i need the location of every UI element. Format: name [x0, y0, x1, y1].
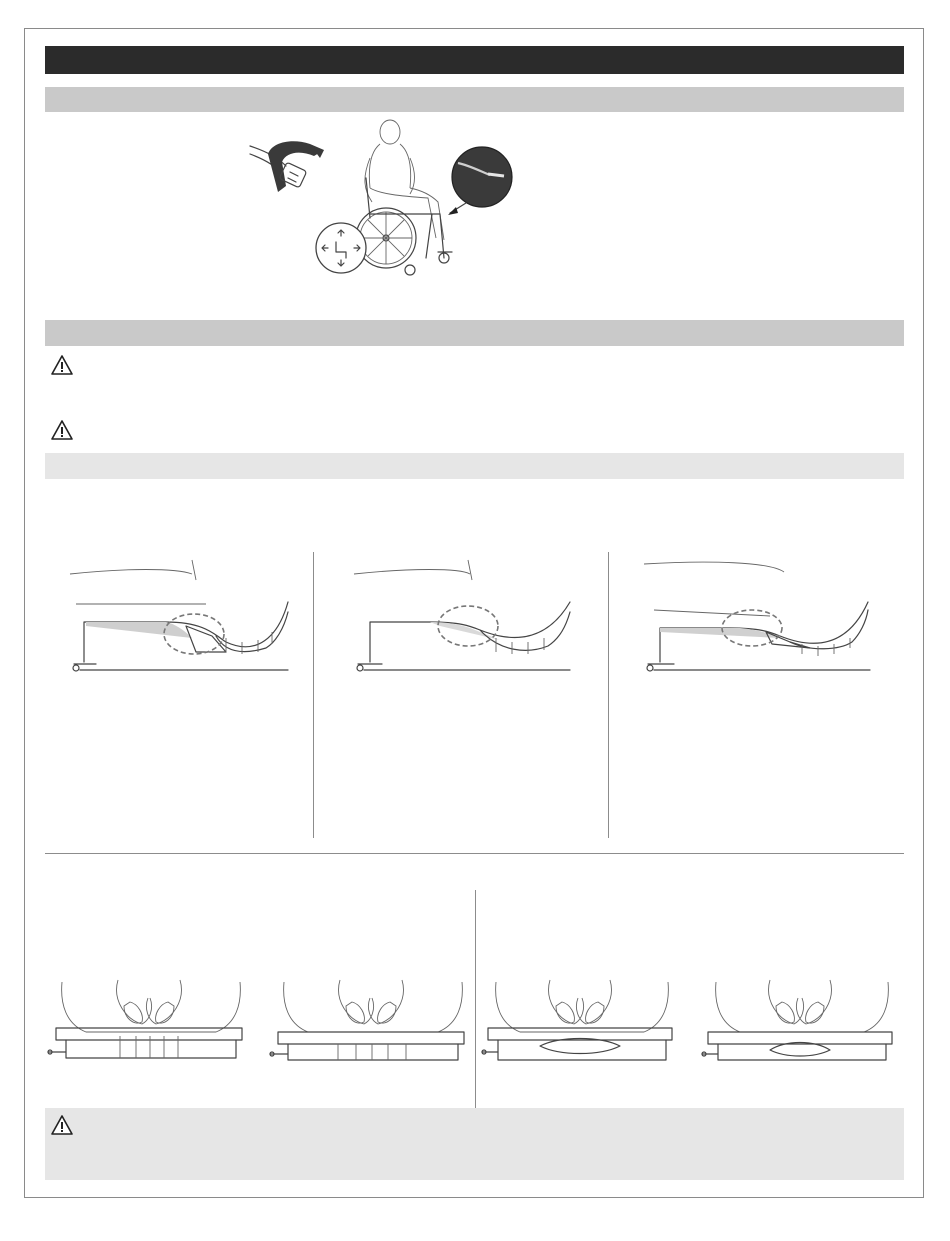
warning-triangle-icon — [50, 419, 74, 441]
warning-triangle-icon — [50, 354, 74, 376]
section-divider — [45, 853, 904, 854]
page-header-bar — [45, 46, 904, 74]
cushion-profile-diagram-2 — [350, 552, 580, 682]
section-bar-2 — [45, 320, 904, 346]
cushion-profile-diagram-1 — [66, 552, 296, 682]
warning-triangle-icon — [50, 1114, 74, 1136]
four-way-arrows-icon — [314, 222, 370, 274]
front-view-diagram-3 — [480, 974, 680, 1066]
warning-box — [45, 1108, 904, 1180]
column-divider — [608, 552, 609, 838]
section-bar-1 — [45, 87, 904, 112]
front-view-diagram-2 — [268, 974, 474, 1066]
front-view-diagram-4 — [700, 974, 900, 1066]
column-divider — [475, 890, 476, 1108]
valve-detail-inset — [446, 143, 518, 215]
column-divider — [313, 552, 314, 838]
valve-rotate-illustration — [248, 136, 333, 206]
front-view-diagram-1 — [46, 974, 252, 1066]
subsection-bar — [45, 453, 904, 479]
cushion-profile-diagram-3 — [640, 552, 880, 682]
